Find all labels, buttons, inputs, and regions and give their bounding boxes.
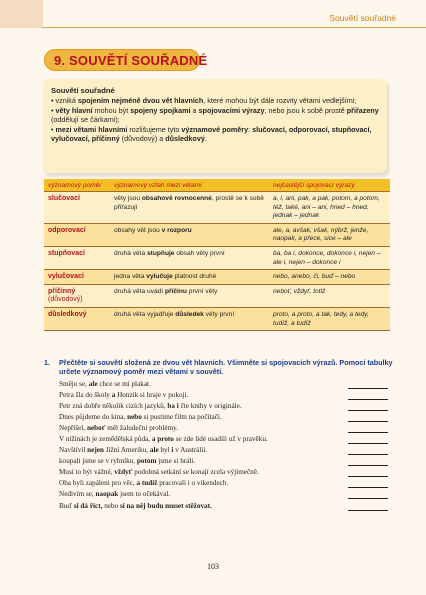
relation-meaning-bold: důsledek: [175, 310, 204, 318]
sentence-segment-text: v Austrálii.: [173, 446, 208, 455]
exercise-sentence-1: [59, 379, 394, 390]
relation-meaning-text: platnost druhé: [172, 273, 217, 281]
exercise-sentence-3: [59, 401, 394, 412]
sentence-segment-text: chce se mi plakat.: [97, 380, 151, 388]
relation-meaning-bold: vylučuje: [146, 273, 173, 281]
relation-meaning-cell: [110, 223, 269, 246]
relation-meaning-cell: [110, 284, 269, 307]
page-number: 103: [207, 562, 219, 571]
info-bullet-segment-text: • vzniká: [51, 96, 78, 106]
sentence-segment-text: Buď: [59, 501, 73, 510]
header-rule: [42, 27, 426, 28]
relation-meaning-text: věty jsou: [114, 195, 142, 202]
info-bullet-segment-text: •: [51, 124, 56, 134]
relation-meaning-text: druhá věta uvádí: [114, 287, 165, 295]
sentence-segment-bold: si na něj budu muset stěžovat.: [118, 501, 212, 510]
sentence-segment-bold: ale: [88, 380, 98, 388]
info-bullet-segment-text: (oddělují se čárkami);: [51, 115, 120, 125]
relation-meaning-text: , prostě se k sobě přiřazují: [114, 195, 264, 211]
table-body: [44, 192, 390, 331]
relation-connectives: proto, a proto, a tak, tedy, a tedy, tudíž, a tudíž: [269, 307, 390, 330]
info-bullet-segment-text: .: [204, 134, 207, 144]
relations-table: [44, 179, 390, 331]
relation-meaning-text: obsah věty první: [174, 249, 225, 257]
sentence-segment-bold: vždyť: [114, 468, 133, 477]
exercise-sentence-9: [59, 467, 394, 478]
relation-meaning-text: věty první: [203, 310, 235, 318]
sentence-segment-bold: neboť: [86, 424, 106, 433]
answer-blank: [348, 399, 388, 400]
sentence-segment-text: Petra šla do školy: [59, 391, 112, 400]
answer-blank: [348, 487, 388, 488]
exercise-number: 1.: [44, 358, 50, 367]
relation-meaning-text: jedna věta: [114, 273, 147, 281]
info-bullet-segment-text: , nebo jsou k sobě prostě: [264, 105, 347, 115]
relation-connectives: neboť, vždyť, totiž: [269, 284, 390, 307]
answer-blank: [348, 510, 388, 511]
relation-connectives: a, i, ani, pak, a pak, potom, a potom, též, také, ani – ani, hned – hned, jednak – jednak: [269, 192, 390, 224]
answer-blank: [348, 410, 388, 411]
relation-name-cell: [44, 192, 110, 224]
relation-name: slučovací: [48, 195, 80, 202]
relation-meaning-text: druhá věta: [114, 249, 147, 257]
sentence-segment-bold: nebo: [127, 413, 142, 422]
answer-blank: [348, 498, 388, 499]
relation-name: vylučovací: [48, 273, 84, 281]
sentence-segment-text: čte knihy v originále.: [178, 402, 242, 411]
exercise-sentence-12: [59, 501, 394, 512]
sentence-segment-bold: potom: [136, 457, 157, 466]
exercise-sentences: [44, 379, 394, 512]
relation-meaning-cell: [110, 246, 269, 269]
relation-connectives: ba, ba i, dokonce, dokonce i, nejen – ale i, nejen – dokonce i: [269, 246, 390, 269]
relation-connectives: nebo, anebo, či, buď – nebo: [269, 270, 390, 285]
sentence-segment-bold: ba i: [167, 402, 179, 411]
exercise-sentence-5: [59, 423, 394, 434]
table-row: [44, 270, 390, 285]
exercise-sentence-10: [59, 478, 394, 489]
relation-name-cell: [44, 284, 110, 307]
relation-name: důsledkový: [48, 310, 87, 318]
table-header-row: [44, 179, 390, 192]
info-bullet-1: [51, 96, 381, 105]
info-bullet-segment-text: •: [51, 105, 56, 115]
table-row: [44, 223, 390, 246]
info-bullet-segment-text: a: [190, 105, 199, 115]
table-row: [44, 246, 390, 269]
sentence-segment-text: nebo: [104, 501, 119, 510]
sentence-segment-bold: a tudíž: [136, 479, 158, 488]
header-tab-decoration: [0, 0, 43, 28]
sentence-segment-text: byl: [158, 446, 172, 455]
info-content: [51, 86, 381, 143]
sentence-segment-text: Petr zná dobře několik cizích jazyků,: [59, 402, 168, 411]
exercise-sentence-8: [59, 456, 394, 467]
answer-blank: [348, 443, 388, 444]
exercise-sentence-7: [59, 445, 394, 456]
sentence-segment-text: Navštívil: [59, 446, 88, 455]
sentence-segment-text: měl žaludeční problémy.: [105, 424, 179, 433]
answer-blank: [348, 454, 388, 455]
answer-blank: [348, 432, 388, 433]
info-bullet-segment-bold: věty hlavní: [55, 105, 93, 115]
exercise-instruction-text: Přečtěte si souvětí složená ze dvou vět hlavních. Všimněte si spojovacích výrazů. Pomocí tabulky určete významový poměr mezi větami v souvětí.: [59, 358, 393, 376]
info-heading: Souvětí souřadné: [51, 86, 115, 95]
sentence-segment-bold: nejen: [87, 446, 104, 455]
relation-name: stupňovací: [48, 249, 85, 257]
exercise-1: [44, 358, 394, 512]
table-row: [44, 307, 390, 330]
sentence-segment-bold: a: [111, 391, 116, 400]
sentence-segment-text: si pustime film na počítači.: [141, 413, 222, 422]
relation-meaning-bold: obsahově rovnocenné: [141, 195, 212, 202]
sentence-segment-text: Dnes půjdeme do kina,: [59, 413, 128, 422]
relation-meaning-bold: stupňuje: [147, 249, 175, 257]
info-bullet-segment-bold: spojeny spojkami: [130, 105, 191, 115]
sentence-segment-text: Nepřišel,: [59, 424, 87, 433]
sentence-segment-bold: a proto: [151, 435, 174, 444]
relation-name-cell: [44, 246, 110, 269]
info-bullet-3: [51, 125, 381, 144]
info-bullet-segment-bold: spojovacími výrazy: [198, 105, 265, 115]
sentence-segment-bold: ale: [149, 446, 159, 455]
running-header: Souvětí souřadné: [329, 13, 396, 23]
sentence-segment-text: Jižní Ameriku,: [103, 446, 150, 455]
sentence-segment-bold: i: [171, 446, 174, 455]
relation-subname: (důvodový): [48, 296, 83, 304]
exercise-sentence-2: [59, 390, 394, 401]
relation-meaning-text: první věty: [186, 287, 218, 295]
answer-blank: [348, 388, 388, 389]
sentence-segment-text: jsme si hráli.: [156, 457, 196, 466]
info-bullet-2: [51, 106, 381, 125]
answer-blank: [348, 421, 388, 422]
info-bullet-list: [51, 96, 381, 143]
relation-meaning-cell: [110, 307, 269, 330]
info-bullet-segment-bold: důsledkový: [165, 134, 205, 144]
section-title: 9. SOUVĚTÍ SOUŘADNÉ: [54, 53, 208, 68]
sentence-segment-text: Oba byli zapáleni pro věc,: [59, 479, 137, 488]
info-bullet-segment-text: rozlišujeme tyto: [127, 124, 182, 134]
sentence-segment-bold: si dá říct,: [72, 501, 105, 510]
info-bullet-segment-text: (důvodový) a: [119, 134, 166, 144]
answer-blank: [348, 465, 388, 466]
relation-meaning-text: druhá věta vyjadřuje: [114, 310, 176, 318]
relation-name: příčinný: [48, 287, 76, 295]
info-bullet-segment-bold: významové poměry: [181, 124, 249, 134]
table-row: [44, 284, 390, 307]
sentence-segment-text: koupali jsme se v rybníku,: [59, 457, 137, 466]
info-bullet-segment-bold: spojením nejméně dvou vět hlavních: [77, 96, 204, 106]
table-header-relation: významový poměr: [44, 179, 110, 192]
relation-meaning-bold: příčinu: [164, 287, 187, 295]
exercise-instruction: [44, 358, 394, 376]
relation-meaning-text: obsahy vět jsou: [114, 226, 162, 234]
exercise-sentence-11: [59, 489, 394, 500]
sentence-segment-text: podobná setkání se konají zcela výjimečně.: [132, 468, 259, 477]
relation-meaning-cell: [110, 192, 269, 224]
sentence-segment-text: Honzik si hraje v pokoji.: [115, 391, 189, 400]
relation-meaning-bold: v rozporu: [161, 226, 192, 234]
answer-blank: [348, 476, 388, 477]
sentence-segment-text: V nížinách je zemědělská půda,: [59, 435, 152, 444]
table-header-meaning: významový vztah mezi větami: [110, 179, 269, 192]
relation-connectives: ale, a, avšak, však, nýbrž, jenže, naopak, a přece, sice – ale: [269, 223, 390, 246]
info-bullet-segment-text: :: [248, 124, 253, 134]
exercise-sentence-6: [59, 434, 394, 445]
relation-name-cell: [44, 223, 110, 246]
relation-meaning-cell: [110, 270, 269, 285]
info-bullet-segment-text: mohou být: [92, 105, 131, 115]
sentence-segment-text: Směju se,: [59, 380, 89, 388]
sentence-segment-text: se zde lidé usadili už v pravěku.: [173, 435, 268, 444]
sentence-segment-bold: naopak: [95, 490, 119, 499]
info-bullet-segment-bold: slučovací, odporovací, stupňovací, vylučovací, příčinný: [51, 124, 372, 144]
table-header-connectives: nejčastější spojovací výrazy: [269, 179, 390, 192]
sentence-segment-text: Nedivím se,: [59, 490, 96, 499]
relation-name: odporovací: [48, 226, 86, 234]
exercise-sentence-4: [59, 412, 394, 423]
sentence-segment-text: jsem to očekával.: [118, 490, 171, 499]
sentence-segment-text: Musí to být vážné,: [59, 468, 115, 477]
info-bullet-segment-bold: mezi větami hlavními: [55, 124, 128, 134]
relation-name-cell: [44, 307, 110, 330]
info-bullet-segment-text: , které mohou být dále rozvity větami vedlejšími;: [203, 96, 357, 106]
info-bullet-segment-bold: přiřazeny: [346, 105, 379, 115]
table-row: [44, 192, 390, 224]
sentence-segment-text: pracovali i o víkendech.: [157, 479, 229, 488]
relation-name-cell: [44, 270, 110, 285]
